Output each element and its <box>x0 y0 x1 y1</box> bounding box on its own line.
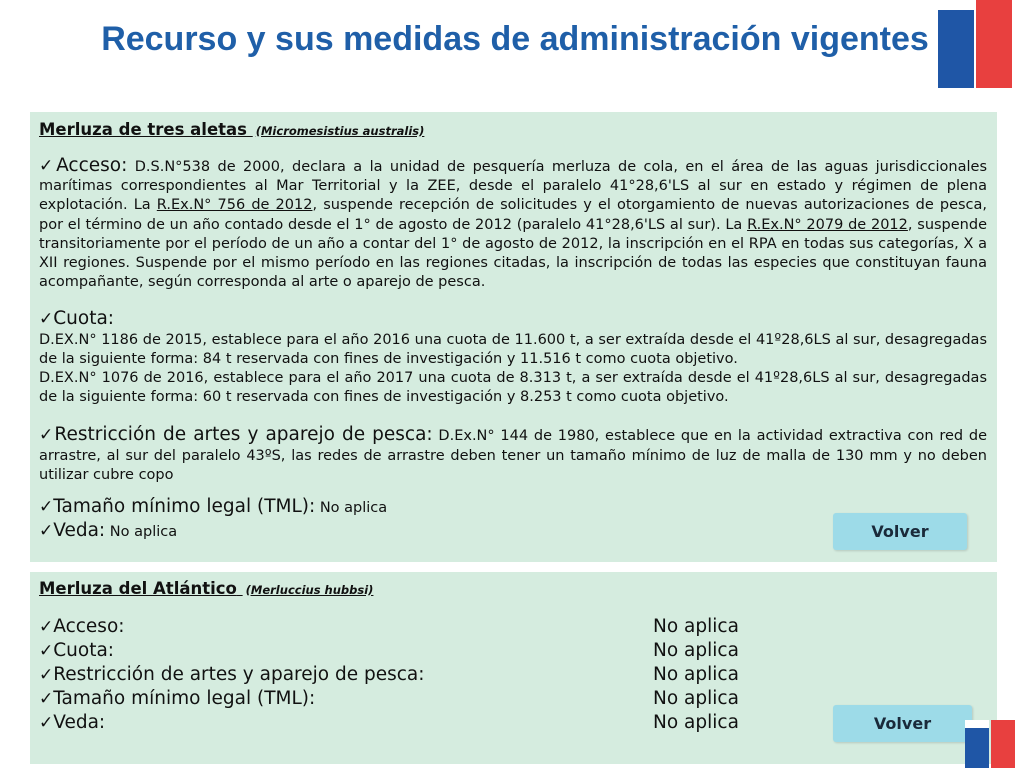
check-icon: ✓ <box>39 641 54 661</box>
tml-value: No aplica <box>319 500 388 517</box>
species-heading: Merluza de tres aletas (Micromesistius australis) <box>39 120 425 139</box>
check-icon: ✓ <box>39 665 54 685</box>
volver-button[interactable]: Volver <box>833 705 972 742</box>
cuota-line-2017: D.EX.N° 1076 de 2016, establece para el año 2017 una cuota de 8.313 t, a ser extraída desde el 41º28,6LS al sur, desagregadas de la siguiente forma: 60 t reservada con fines de investigación y 8.253 t como cuota objetivo. <box>39 370 987 406</box>
chile-flag-logo-small <box>965 720 1015 768</box>
resolution-link-2079[interactable]: R.Ex.N° 2079 de 2012 <box>747 216 908 233</box>
check-icon: ✓ <box>39 425 55 446</box>
panel-merluza-tres-aletas <box>30 112 997 562</box>
species-heading: Merluza del Atlántico (Merluccius hubbsi) <box>39 579 374 598</box>
page-title: Recurso y sus medidas de administración vigentes <box>101 20 929 58</box>
check-icon: ✓ <box>39 521 54 542</box>
acceso-section <box>39 156 987 292</box>
volver-button[interactable]: Volver <box>833 513 967 550</box>
list-item: ✓Tamaño mínimo legal (TML): No aplica <box>39 688 739 709</box>
acceso-text-c: , suspende transitoriamente por el período de un año a contar del 1° de agosto de 2012, la inscripción en el RPA en todas sus categorías, X a XII regiones. Suspende por el mismo período en las regiones citadas, la inscripción de todas las especies que constituyan fauna acompañante, según corresponda al arte o aparejo de pesca. <box>39 216 987 291</box>
check-icon: ✓ <box>39 689 54 709</box>
list-item: ✓Restricción de artes y aparejo de pesca: No aplica <box>39 664 739 685</box>
check-icon: ✓ <box>39 156 57 176</box>
chile-flag-logo <box>936 0 1014 90</box>
list-item: ✓Cuota: No aplica <box>39 640 739 661</box>
restriccion-section <box>39 425 987 485</box>
acceso-text-b: , suspende recepción de solicitudes y el otorgamiento de nuevas autorizaciones de pesca, por el término de un año contado desde el 1° de agosto de 2012 (paralelo 41°28,6'LS al sur). La <box>39 197 988 233</box>
cuota-line-2016: D.EX.N° 1186 de 2015, establece para el año 2016 una cuota de 11.600 t, a ser extraída desde el 41º28,6LS al sur, desagregadas de la siguiente forma: 84 t reservada con fines de investigación y 11.516 t como cuota objetivo. <box>39 331 987 367</box>
cuota-section <box>39 309 987 407</box>
list-item: ✓Acceso: No aplica <box>39 616 739 637</box>
check-icon: ✓ <box>39 497 54 518</box>
acceso-text-a: D.S.N°538 de 2000, declara a la unidad de pesquería merluza de cola, en el área de las aguas jurisdiccionales marítimas correspondientes al Mar Territorial y la ZEE, desde el paralelo 41°28,6'LS al sur en estado y régimen de plena explotación. La <box>39 159 988 214</box>
check-icon: ✓ <box>39 713 54 733</box>
cuota-label: Cuota: <box>53 308 115 330</box>
restriccion-label: Restricción de artes y aparejo de pesca: <box>54 424 433 446</box>
resolution-link-756[interactable]: R.Ex.N° 756 de 2012 <box>156 197 313 214</box>
check-icon: ✓ <box>39 617 54 637</box>
restriccion-text: D.Ex.N° 144 de 1980, establece que en la actividad extractiva con red de arrastre, al sur del paralelo 43ºS, las redes de arrastre deben tener un tamaño mínimo de luz de malla de 130 mm y no deben utilizar cubre copo <box>39 428 988 483</box>
tml-label: Tamaño mínimo legal (TML): <box>53 496 316 518</box>
check-icon: ✓ <box>39 309 54 330</box>
veda-label: Veda: <box>53 520 106 542</box>
list-item: ✓Veda: No aplica <box>39 712 739 733</box>
veda-value: No aplica <box>109 524 178 541</box>
acceso-label: Acceso: <box>56 155 128 176</box>
